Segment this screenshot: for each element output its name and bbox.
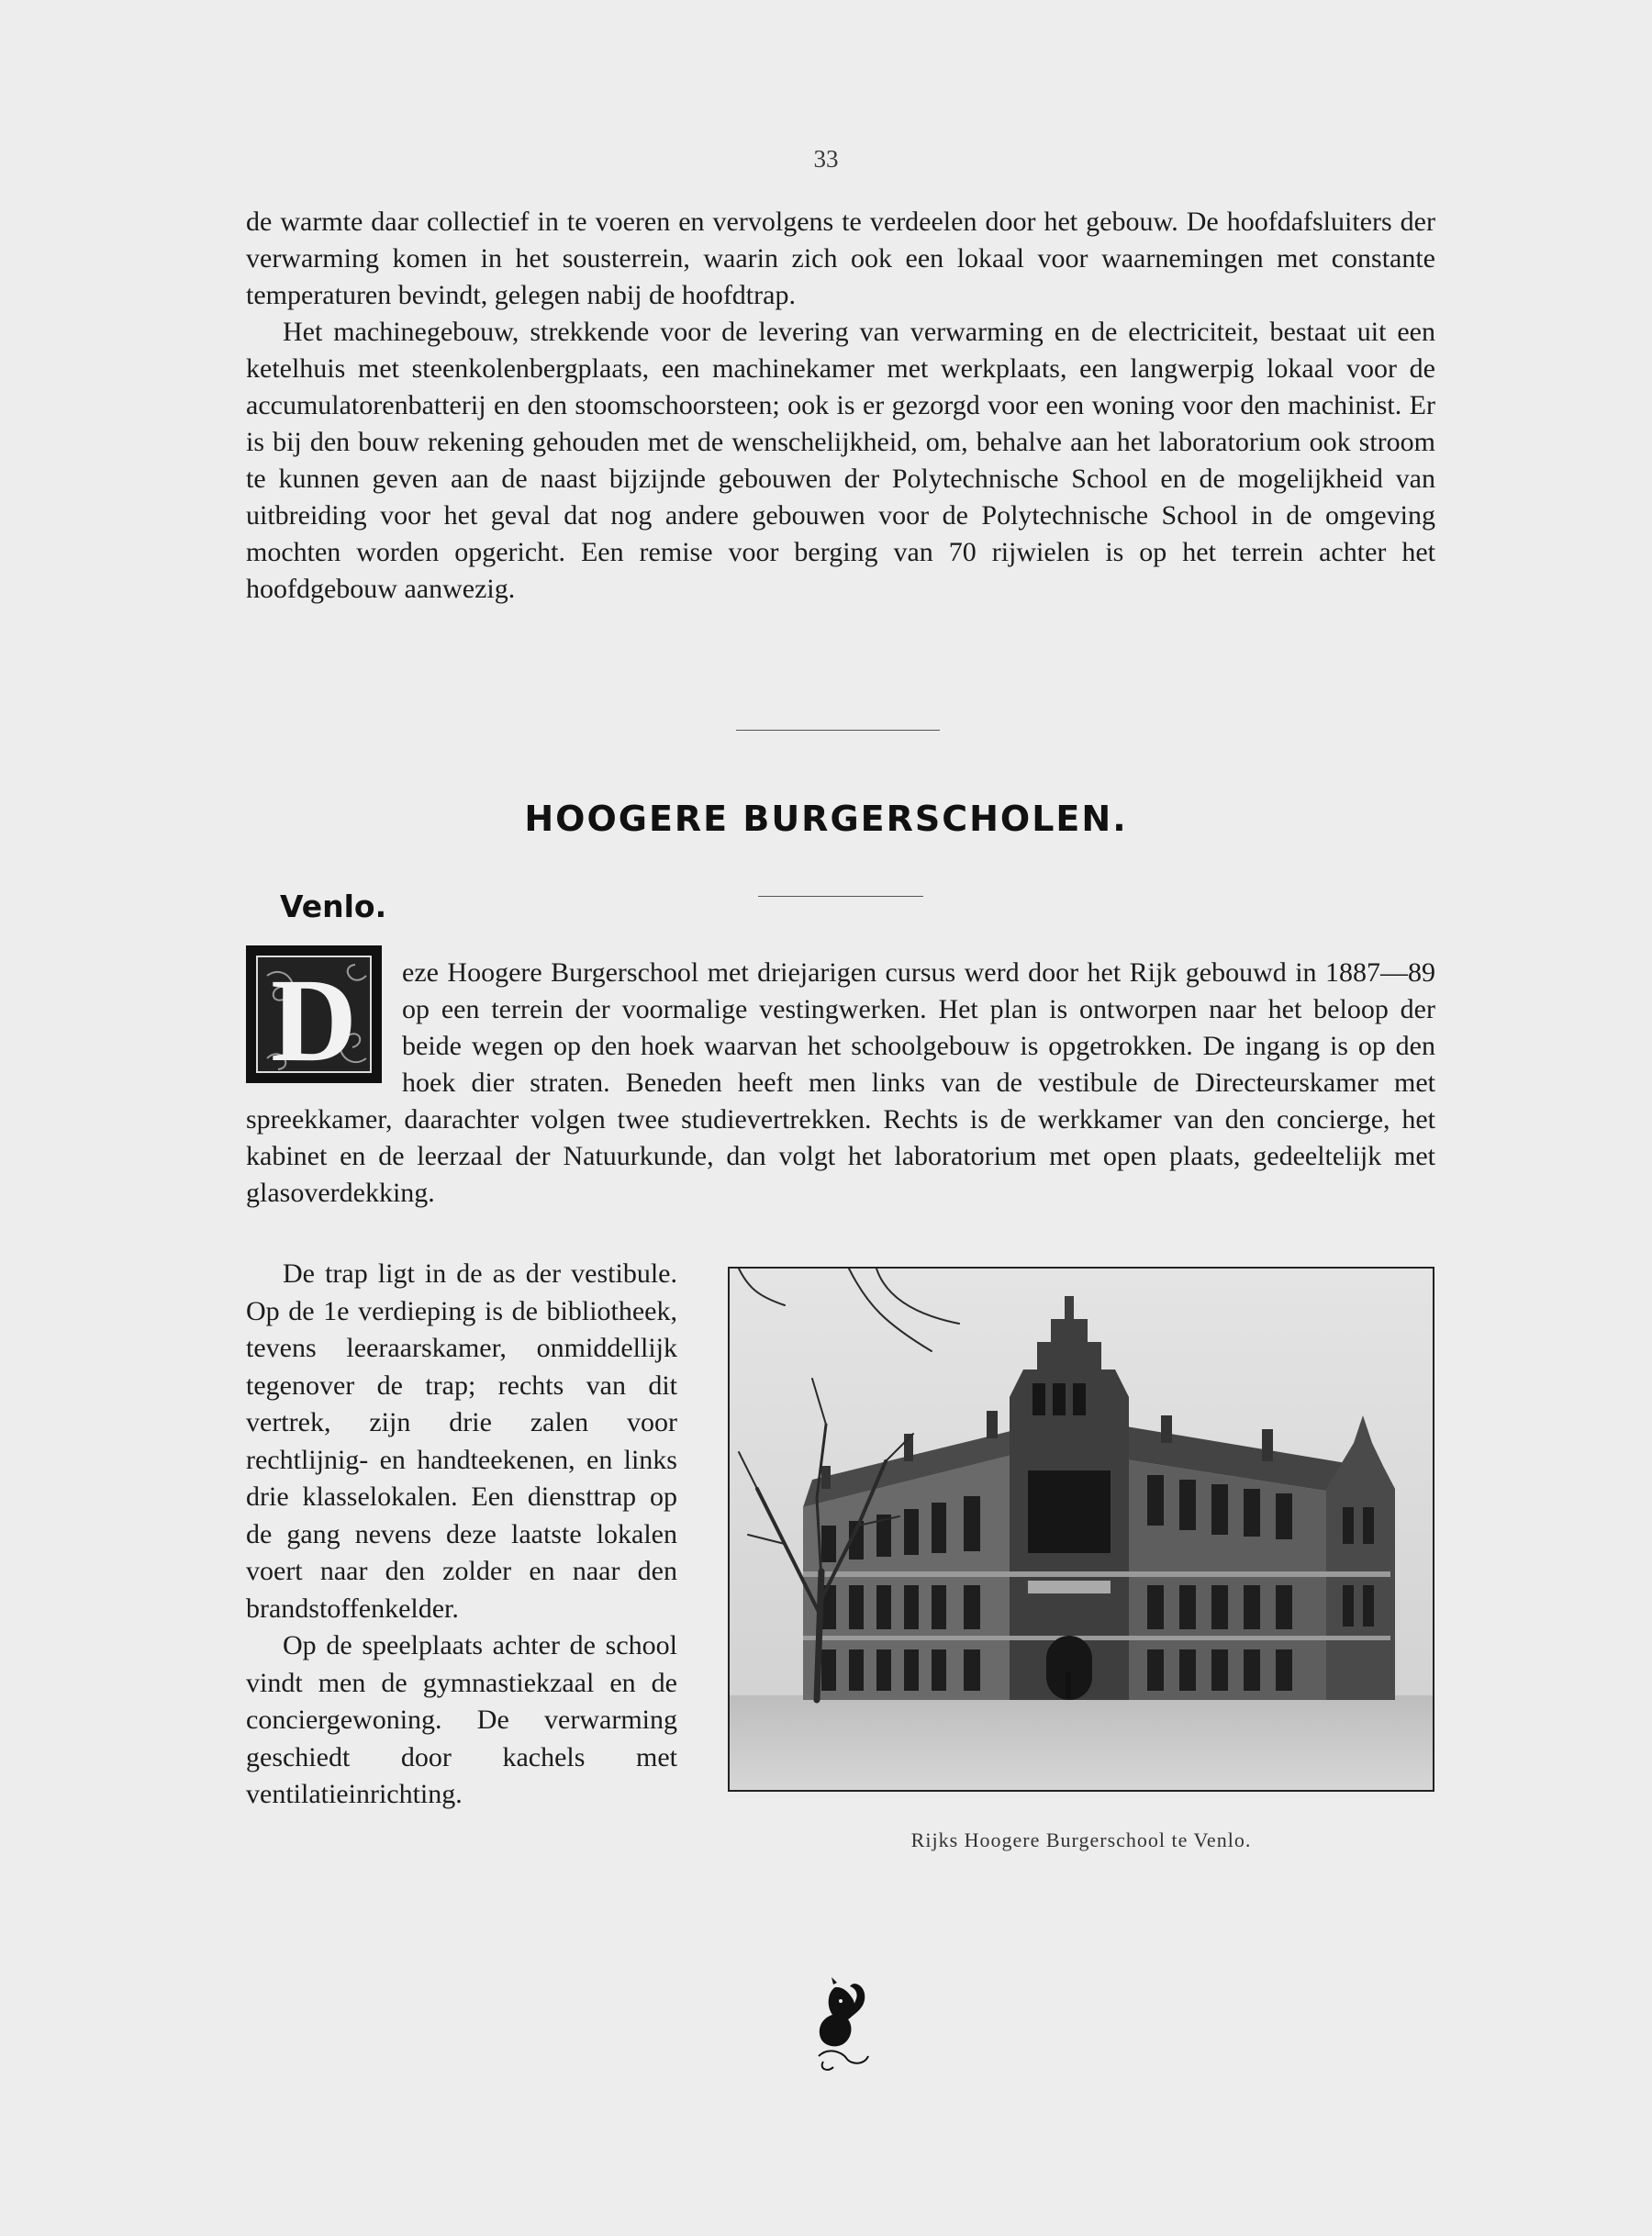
- section-title: HOOGERE BURGERSCHOLEN.: [524, 799, 1128, 839]
- paragraph-playground: Op de speelplaats achter de school vindt men de gymnastiekzaal en de conciergewoning. De verwarming geschiedt door kachels met ventilatieinrichting.: [246, 1630, 677, 1809]
- squirrel-ornament-icon: [800, 1973, 883, 2074]
- intro-paragraph: [246, 955, 1435, 1212]
- paragraph-machine-building: Het machinegebouw, strekkende voor de levering van verwarming en de electriciteit, bestaat uit een ketelhuis met steenkolenbergplaats, een machinekamer met werkplaats, een langwerpig lokaal voor de accumulatorenbatterij en den stoomschoorsteen; ook is er gezorgd voor een woning voor den machinist. Er is bij den bouw rekening gehouden met de wenschelijkheid, om, behalve aan het laboratorium ook stroom te kunnen geven aan de naast bijzijnde gebouwen der Polytechnische School en de mogelijkheid van uitbreiding voor het geval dat nog andere gebouwen voor de Polytechnische School in de omgeving mochten worden opgericht. Een remise voor berging van 70 rijwielen is op het terrein achter het hoofdgebouw aanwezig.: [246, 317, 1435, 604]
- section-divider: [736, 730, 940, 731]
- left-column-text: [246, 1256, 677, 1814]
- place-heading: Venlo.: [280, 889, 387, 924]
- intro-text: eze Hoogere Burgerschool met driejarigen cursus werd door het Rijk gebouwd in 1887—89 op een terrein der voormalige vestingwerken. Het plan is ontworpen naar het beloop der beide wegen op den hoek waarvan het schoolgebouw is opgetrokken. De ingang is op den hoek dier straten. Beneden heeft men links van de vestibule de Directeurskamer met spreekkamer, daarachter volgen twee studievertrekken. Rechts is de werkkamer van den concierge, het kabinet en de leerzaal der Natuurkunde, dan volgt het laboratorium met open plaats, gedeeltelijk met glasoverdekking.: [246, 957, 1435, 1208]
- drop-cap-space: [246, 955, 402, 1090]
- building-illustration: [730, 1269, 1433, 1790]
- school-building-photo: [728, 1267, 1434, 1792]
- paragraph-heating: de warmte daar collectief in te voeren en vervolgens te verdeelen door het gebouw. De hoofdafsluiters der verwarming komen in het sousterrein, waarin zich ook een lokaal voor waarnemingen met constante temperaturen bevindt, gelegen nabij de hoofdtrap.: [246, 207, 1435, 310]
- paragraph-stairs: De trap ligt in de as der vestibule. Op de 1e verdieping is de bibliotheek, tevens leeraarskamer, onmiddellijk tegenover de trap; rechts van dit vertrek, zijn drie zalen voor rechtlijnig- en handteekenen, en links drie klasselokalen. Een diensttrap op de gang nevens deze laatste lokalen voert naar den zolder en naar den brandstoffenkelder.: [246, 1258, 677, 1624]
- top-text: [246, 204, 1435, 608]
- photo-caption: Rijks Hoogere Burgerschool te Venlo.: [910, 1828, 1252, 1851]
- page-number: 33: [813, 145, 839, 173]
- drop-cap-letter: D: [271, 955, 357, 1087]
- heading-rule: [758, 896, 923, 897]
